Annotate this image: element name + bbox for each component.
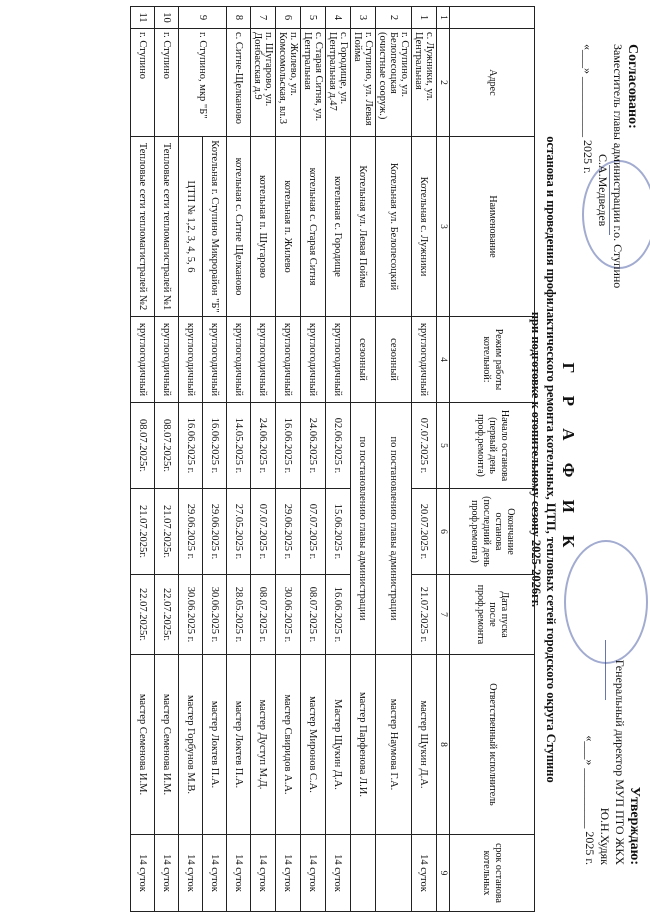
schedule-table	[130, 6, 535, 912]
row-index: 1	[412, 7, 437, 29]
row-term: 14 суток	[276, 835, 301, 912]
row-responsible: мастер Свиридов А.А.	[276, 655, 301, 835]
row-mode: круглогодичный	[251, 317, 276, 403]
row-address: с. Ситне-Щелканово	[227, 29, 251, 137]
row-name: Котельная г. Ступино Микрорайон "Б"	[203, 137, 227, 317]
row-launch: 21.07.2025 г.	[412, 575, 437, 655]
row-address: с. Городище, ул. Центральная д.47	[326, 29, 351, 137]
row-start: 02.06.2025 г.	[326, 403, 351, 489]
row-index: 6	[276, 7, 301, 29]
row-launch: 28.05.2025 г.	[227, 575, 251, 655]
row-launch: 30.06.2025 г.	[276, 575, 301, 655]
col-header-address: Адрес	[450, 29, 535, 137]
row-address: г. Ступино, мкр "Б"	[179, 29, 227, 137]
document-title: Г Р А Ф И К	[559, 362, 578, 557]
row-end: 29.06.2025 г.	[276, 489, 301, 575]
col-header-responsible: Ответственный исполнитель	[450, 655, 535, 835]
row-address: с. Лужники, ул. Центральная	[412, 29, 437, 137]
row-responsible: мастер Горбунов М.В.	[179, 655, 203, 835]
row-start: 16.06.2025 г.	[179, 403, 203, 489]
row-name: Тепловые сети тепломагистралей №1	[155, 137, 179, 317]
row-index: 9	[179, 7, 227, 29]
table-row	[203, 7, 227, 912]
row-start: 07.07.2025 г.	[412, 403, 437, 489]
table-row	[251, 7, 276, 912]
table-row	[326, 7, 351, 912]
row-responsible: мастер Щукин Д.А.	[412, 655, 437, 835]
approval-right-name: Ю.Н.Худяк	[598, 807, 612, 865]
row-term: 14 суток	[301, 835, 326, 912]
row-name: ЦТП № 1,2, 3, 4, 5, 6	[179, 137, 203, 317]
approval-left-position: Заместитель главы администрации г.о. Ступино	[611, 44, 625, 289]
row-start: 08.07.2025г.	[131, 403, 155, 489]
row-end: 15.06.2025 г.	[326, 489, 351, 575]
row-responsible: мастер Семенова И.М.	[155, 655, 179, 835]
row-address: п. Шугарово, ул. Донбасская д.9	[251, 29, 276, 137]
row-merged-note: по постановлению главы администрации	[351, 403, 376, 655]
col-header-launch: Дата пуска после проф.ремонта	[450, 575, 535, 655]
row-responsible: Мастер Щукин Д.А.	[326, 655, 351, 835]
col-number: 1	[437, 7, 450, 29]
table-row	[412, 7, 437, 912]
row-term	[351, 835, 376, 912]
table-row	[276, 7, 301, 912]
row-launch: 16.06.2025 г.	[326, 575, 351, 655]
table-header-row	[450, 7, 535, 912]
row-mode: круглогодичный	[326, 317, 351, 403]
row-responsible: мастер Локтев П.А.	[203, 655, 227, 835]
table-row	[301, 7, 326, 912]
row-address: с. Старая Ситня, ул. Центральная	[301, 29, 326, 137]
row-term	[376, 835, 412, 912]
row-mode: сезонный	[351, 317, 376, 403]
table-row	[155, 7, 179, 912]
table-row	[179, 7, 203, 912]
row-address: г. Ступино, ул. Левая Пойма	[351, 29, 376, 137]
row-start: 16.06.2025 г.	[203, 403, 227, 489]
document-subtitle-2: при подготовке к отопительному сезону 2025-2026гг.	[529, 311, 543, 608]
document-subtitle: останова и проведения профилактического ремонта котельных, ЦТП, тепловых сетей городского округа Ступино	[544, 136, 558, 783]
row-end: 20.07.2025 г.	[412, 489, 437, 575]
row-start: 16.06.2025 г.	[276, 403, 301, 489]
row-launch: 22.07.2025г.	[131, 575, 155, 655]
row-end: 21.07.2025г.	[155, 489, 179, 575]
row-index: 3	[351, 7, 376, 29]
row-index: 11	[131, 7, 155, 29]
row-index: 7	[251, 7, 276, 29]
col-number: 3	[437, 137, 450, 317]
col-number: 6	[437, 489, 450, 575]
row-end: 07.07.2025 г.	[251, 489, 276, 575]
row-term: 14 суток	[203, 835, 227, 912]
row-index: 8	[227, 7, 251, 29]
col-header-name: Наименование	[450, 137, 535, 317]
row-name: Тепловые сети тепломагистралей №2	[131, 137, 155, 317]
col-number: 4	[437, 317, 450, 403]
row-start: 08.07.2025г.	[155, 403, 179, 489]
row-name: котельная п. Шугарово	[251, 137, 276, 317]
col-header-end: Окончание останова (последний день проф.ремонта)	[450, 489, 535, 575]
document-title-block	[528, 0, 578, 919]
row-responsible: мастер Наумова Г.А.	[376, 655, 412, 835]
row-launch: 22.07.2025г.	[155, 575, 179, 655]
row-address: г. Ступино	[155, 29, 179, 137]
row-term: 14 суток	[131, 835, 155, 912]
row-end: 27.05.2025 г.	[227, 489, 251, 575]
row-merged-note: по постановлению главы администрации	[376, 403, 412, 655]
row-address: г. Ступино	[131, 29, 155, 137]
row-responsible: мастер Семенова И.М.	[131, 655, 155, 835]
approval-left-title: Согласовано:	[625, 44, 640, 129]
row-end: 29.06.2025 г.	[179, 489, 203, 575]
row-start: 24.06.2025 г.	[301, 403, 326, 489]
row-mode: сезонный	[376, 317, 412, 403]
row-mode: круглогодичный	[227, 317, 251, 403]
row-mode: круглогодичный	[131, 317, 155, 403]
row-start: 24.06.2025 г.	[251, 403, 276, 489]
row-launch: 30.06.2025 г.	[203, 575, 227, 655]
table-row	[227, 7, 251, 912]
approval-left-date: «___» __________ 2025 г.	[581, 44, 595, 174]
row-responsible: мастер Локтев П.А.	[227, 655, 251, 835]
row-launch: 08.07.2025 г.	[301, 575, 326, 655]
approval-right-title: Утверждаю:	[627, 786, 642, 865]
row-end: 21.07.2025г.	[131, 489, 155, 575]
row-responsible: мастер Дуступ М.Д.	[251, 655, 276, 835]
row-start: 14.05.2025 г.	[227, 403, 251, 489]
row-address: г. Ступино, ул. Белопесоцкая (очистные сооруж.)	[376, 29, 412, 137]
approval-left-name: С.А.Медведев	[596, 154, 610, 227]
row-index: 5	[301, 7, 326, 29]
col-number: 9	[437, 835, 450, 912]
table-row	[376, 7, 412, 912]
row-end: 29.06.2025 г.	[203, 489, 227, 575]
col-number: 7	[437, 575, 450, 655]
row-address: п. Жилево, ул. Комсомольская, вл.3	[276, 29, 301, 137]
row-name: Котельная с. Лужники	[412, 137, 437, 317]
table-row	[131, 7, 155, 912]
approval-right-position: Генеральный директор МУП ПТО ЖКХ	[613, 659, 627, 865]
col-number: 5	[437, 403, 450, 489]
row-mode: круглогодичный	[412, 317, 437, 403]
row-term: 14 суток	[412, 835, 437, 912]
col-number: 2	[437, 29, 450, 137]
row-term: 14 суток	[155, 835, 179, 912]
approval-block-right	[582, 605, 642, 865]
col-header-term: срок останова котельных	[450, 835, 535, 912]
row-name: котельная п. Жилево	[276, 137, 301, 317]
row-term: 14 суток	[179, 835, 203, 912]
row-term: 14 суток	[251, 835, 276, 912]
table-number-row	[437, 7, 450, 912]
row-mode: круглогодичный	[301, 317, 326, 403]
row-responsible: мастер Парфенова Л.И.	[351, 655, 376, 835]
row-name: Котельная ул. Левая Пойма	[351, 137, 376, 317]
row-name: котельная с. Городище	[326, 137, 351, 317]
col-header-mode: Режим работы котельной:	[450, 317, 535, 403]
row-mode: круглогодичный	[276, 317, 301, 403]
row-mode: круглогодичный	[179, 317, 203, 403]
row-index: 2	[376, 7, 412, 29]
row-name: котельная с. Ситне Щелканово	[227, 137, 251, 317]
table-row	[351, 7, 376, 912]
row-end: 07.07.2025 г.	[301, 489, 326, 575]
col-header-index	[450, 7, 535, 29]
row-term: 14 суток	[326, 835, 351, 912]
row-name: Котельная ул. Белопесоцкий	[376, 137, 412, 317]
row-index: 10	[155, 7, 179, 29]
row-index: 4	[326, 7, 351, 29]
row-launch: 30.06.2025 г.	[179, 575, 203, 655]
row-mode: круглогодичный	[155, 317, 179, 403]
row-name: котельная с. Старая Ситня	[301, 137, 326, 317]
row-launch: 08.07.2025 г.	[251, 575, 276, 655]
approval-block-left	[580, 44, 640, 288]
col-header-start: Начало останова (первый день проф.ремонта)	[450, 403, 535, 489]
row-responsible: мастер Миронов С.А.	[301, 655, 326, 835]
approval-right-date: «___» __________ 2025 г.	[583, 735, 597, 865]
row-term: 14 суток	[227, 835, 251, 912]
row-mode: круглогодичный	[203, 317, 227, 403]
col-number: 8	[437, 655, 450, 835]
